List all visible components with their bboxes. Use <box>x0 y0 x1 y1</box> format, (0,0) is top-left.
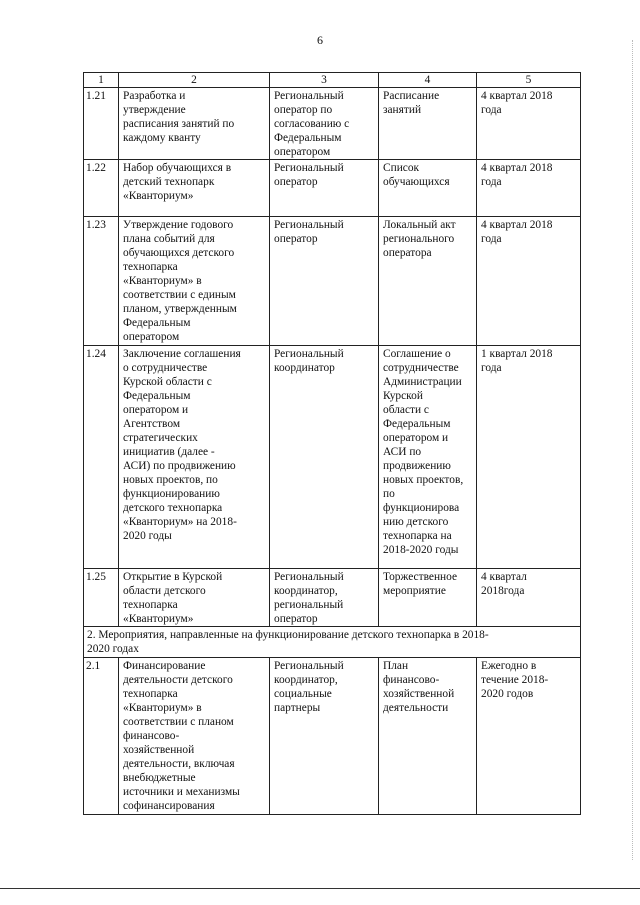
section-heading: 2. Мероприятия, направленные на функционирование детского технопарка в 2018- 2020 годах <box>84 627 581 658</box>
scan-edge-mark <box>632 40 634 860</box>
deadline-cell: 4 квартал 2018года <box>477 569 581 627</box>
header-cell-4: 4 <box>379 73 477 88</box>
table-row <box>84 569 581 627</box>
result-cell: Торжественное мероприятие <box>379 569 477 627</box>
event-cell: Заключение соглашения о сотрудничестве Курской области с Федеральным оператором и Агентством стратегических инициатив (далее - АСИ) по продвижению новых проектов, по функционированию детского технопарка «Кванториум» на 2018- 2020 годы <box>119 346 270 569</box>
table-header-row <box>84 73 581 88</box>
result-cell: Соглашение о сотрудничестве Администрации Курской области с Федеральным оператором и АСИ по продвижению новых проектов, по функционирова нию детского технопарка на 2018-2020 годы <box>379 346 477 569</box>
table-row <box>84 658 581 815</box>
deadline-cell: 4 квартал 2018 года <box>477 160 581 217</box>
responsible-cell: Региональный оператор <box>270 217 379 346</box>
row-number-cell: 1.24 <box>84 346 119 569</box>
responsible-cell: Региональный координатор, региональный оператор <box>270 569 379 627</box>
table-row <box>84 346 581 569</box>
header-cell-2: 2 <box>119 73 270 88</box>
header-cell-5: 5 <box>477 73 581 88</box>
table-row <box>84 88 581 160</box>
event-cell: Разработка и утверждение расписания занятий по каждому кванту <box>119 88 270 160</box>
deadline-cell: 4 квартал 2018 года <box>477 217 581 346</box>
row-number-cell: 1.25 <box>84 569 119 627</box>
header-cell-1: 1 <box>84 73 119 88</box>
responsible-cell: Региональный оператор по согласованию с Федеральным оператором <box>270 88 379 160</box>
section-heading-row <box>84 627 581 658</box>
result-cell: Расписание занятий <box>379 88 477 160</box>
header-cell-3: 3 <box>270 73 379 88</box>
event-cell: Набор обучающихся в детский технопарк «Кванториум» <box>119 160 270 217</box>
result-cell: Локальный акт регионального оператора <box>379 217 477 346</box>
deadline-cell: 4 квартал 2018 года <box>477 88 581 160</box>
deadline-cell: Ежегодно в течение 2018- 2020 годов <box>477 658 581 815</box>
plan-table <box>83 72 581 815</box>
event-cell: Утверждение годового плана событий для обучающихся детского технопарка «Кванториум» в соответствии с единым планом, утвержденным Федеральным оператором <box>119 217 270 346</box>
result-cell: Список обучающихся <box>379 160 477 217</box>
result-cell: План финансово- хозяйственной деятельности <box>379 658 477 815</box>
responsible-cell: Региональный координатор <box>270 346 379 569</box>
event-cell: Открытие в Курской области детского технопарка «Кванториум» <box>119 569 270 627</box>
page-bottom-rule <box>0 888 640 889</box>
event-cell: Финансирование деятельности детского технопарка «Кванториум» в соответствии с планом финансово- хозяйственной деятельности, включая внебюджетные источники и механизмы софинансирования <box>119 658 270 815</box>
table-row <box>84 160 581 217</box>
row-number-cell: 1.22 <box>84 160 119 217</box>
row-number-cell: 2.1 <box>84 658 119 815</box>
page-number: 6 <box>317 33 323 47</box>
responsible-cell: Региональный оператор <box>270 160 379 217</box>
responsible-cell: Региональный координатор, социальные партнеры <box>270 658 379 815</box>
table-row <box>84 217 581 346</box>
row-number-cell: 1.21 <box>84 88 119 160</box>
deadline-cell: 1 квартал 2018 года <box>477 346 581 569</box>
row-number-cell: 1.23 <box>84 217 119 346</box>
